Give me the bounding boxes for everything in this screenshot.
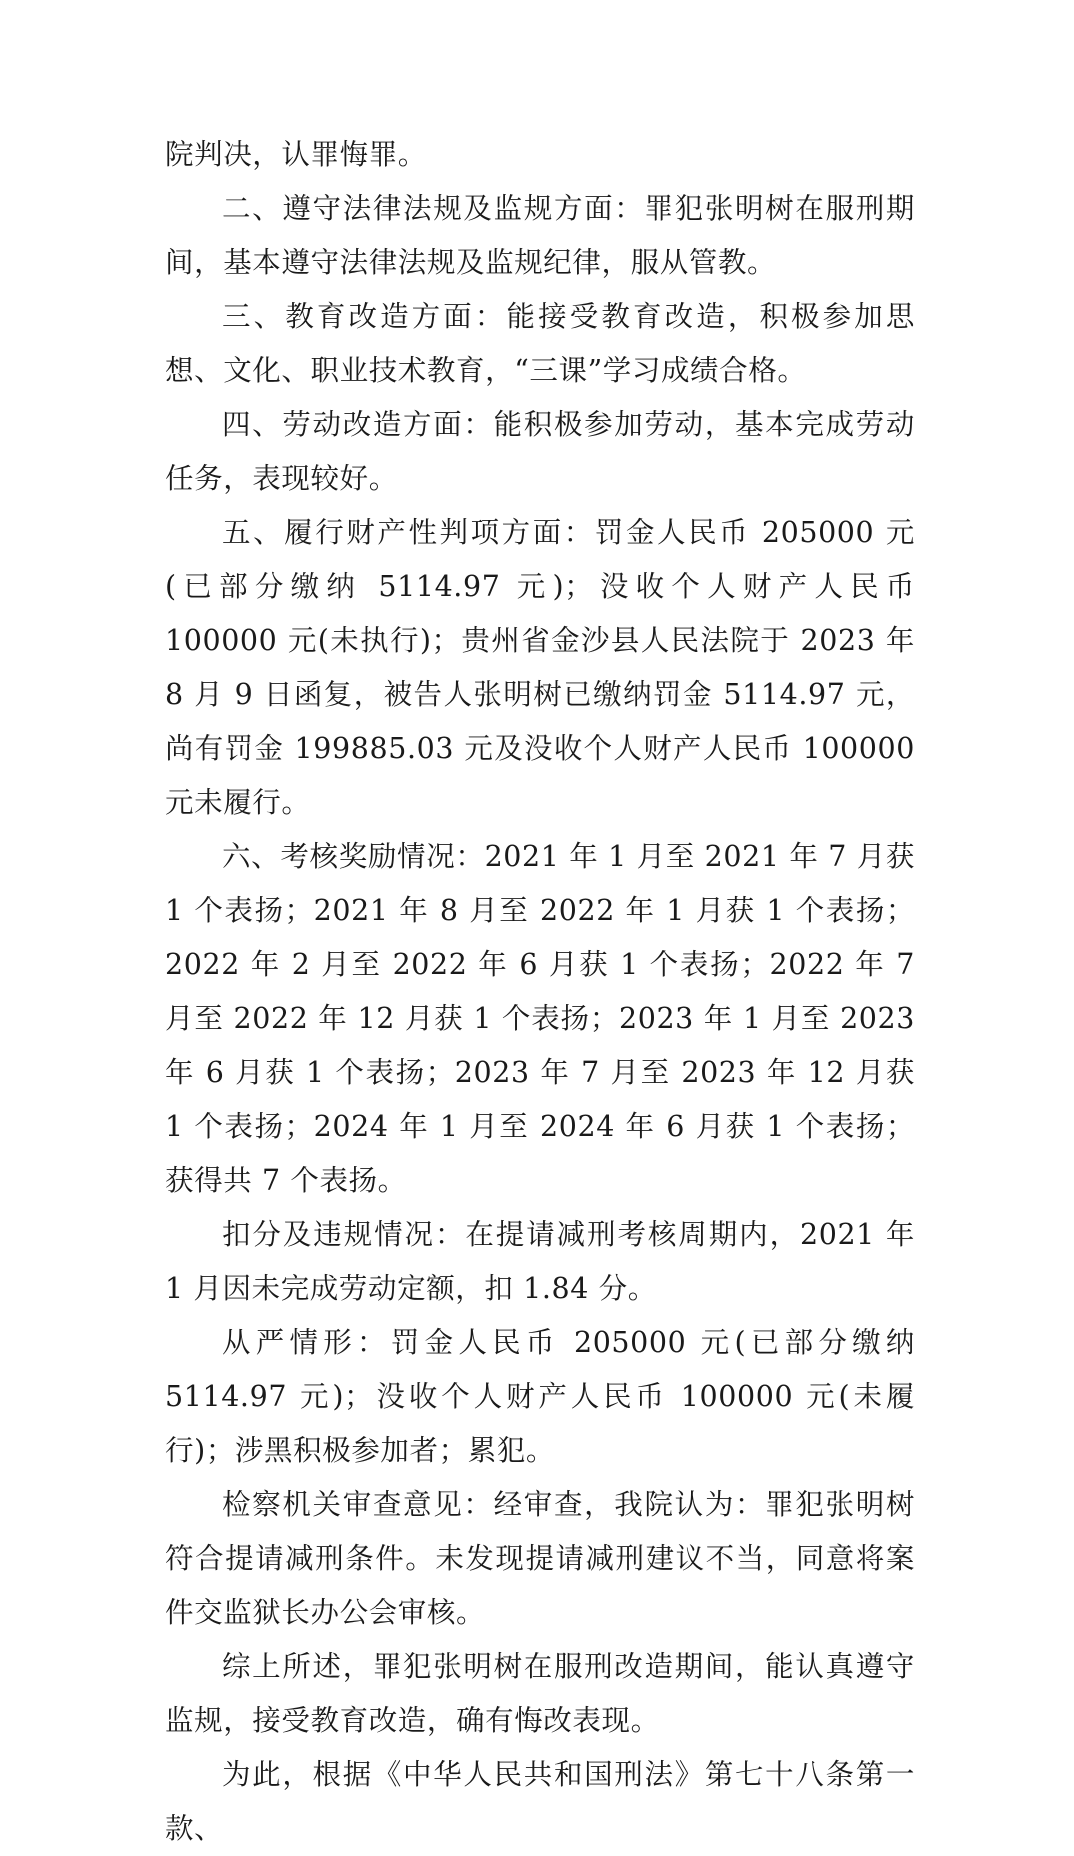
paragraph-labor-reform: 四、劳动改造方面：能积极参加劳动，基本完成劳动任务，表现较好。 [165, 408, 915, 495]
paragraph-judgment-continuation: 院判决，认罪悔罪。 [165, 138, 427, 171]
paragraph-strict-circumstances: 从严情形：罚金人民币 205000 元(已部分缴纳 5114.97 元)；没收个人财产人民币 100000 元(未履行)；涉黑积极参加者；累犯。 [165, 1326, 915, 1467]
paragraph-procuratorate-opinion: 检察机关审查意见：经审查，我院认为：罪犯张明树符合提请减刑条件。未发现提请减刑建议不当，同意将案件交监狱长办公会审核。 [165, 1488, 915, 1629]
document-body [165, 128, 915, 1856]
paragraph-property-judgment: 五、履行财产性判项方面：罚金人民币 205000 元(已部分缴纳 5114.97 元)；没收个人财产人民币 100000 元(未执行)；贵州省金沙县人民法院于 2023 年 8 月 9 日函复，被告人张明树已缴纳罚金 5114.97 元，尚有罚金 199885.03 元及没收个人财产人民币 100000 元未履行。 [165, 516, 915, 819]
paragraph-deductions: 扣分及违规情况：在提请减刑考核周期内，2021 年 1 月因未完成劳动定额，扣 1.84 分。 [165, 1218, 915, 1305]
paragraph-legal-basis: 为此，根据《中华人民共和国刑法》第七十八条第一款、 [165, 1758, 915, 1845]
paragraph-law-compliance: 二、遵守法律法规及监规方面：罪犯张明树在服刑期间，基本遵守法律法规及监规纪律，服从管教。 [165, 192, 915, 279]
paragraph-rewards: 六、考核奖励情况：2021 年 1 月至 2021 年 7 月获 1 个表扬；2021 年 8 月至 2022 年 1 月获 1 个表扬；2022 年 2 月至 2022 年 6 月获 1 个表扬；2022 年 7 月至 2022 年 12 月获 1 个表扬；2023 年 1 月至 2023 年 6 月获 1 个表扬；2023 年 7 月至 2023 年 12 月获 1 个表扬；2024 年 1 月至 2024 年 6 月获 1 个表扬；获得共 7 个表扬。 [165, 840, 915, 1197]
paragraph-education-reform: 三、教育改造方面：能接受教育改造，积极参加思想、文化、职业技术教育，“三课”学习成绩合格。 [165, 300, 915, 387]
paragraph-summary: 综上所述，罪犯张明树在服刑改造期间，能认真遵守监规，接受教育改造，确有悔改表现。 [165, 1650, 915, 1737]
